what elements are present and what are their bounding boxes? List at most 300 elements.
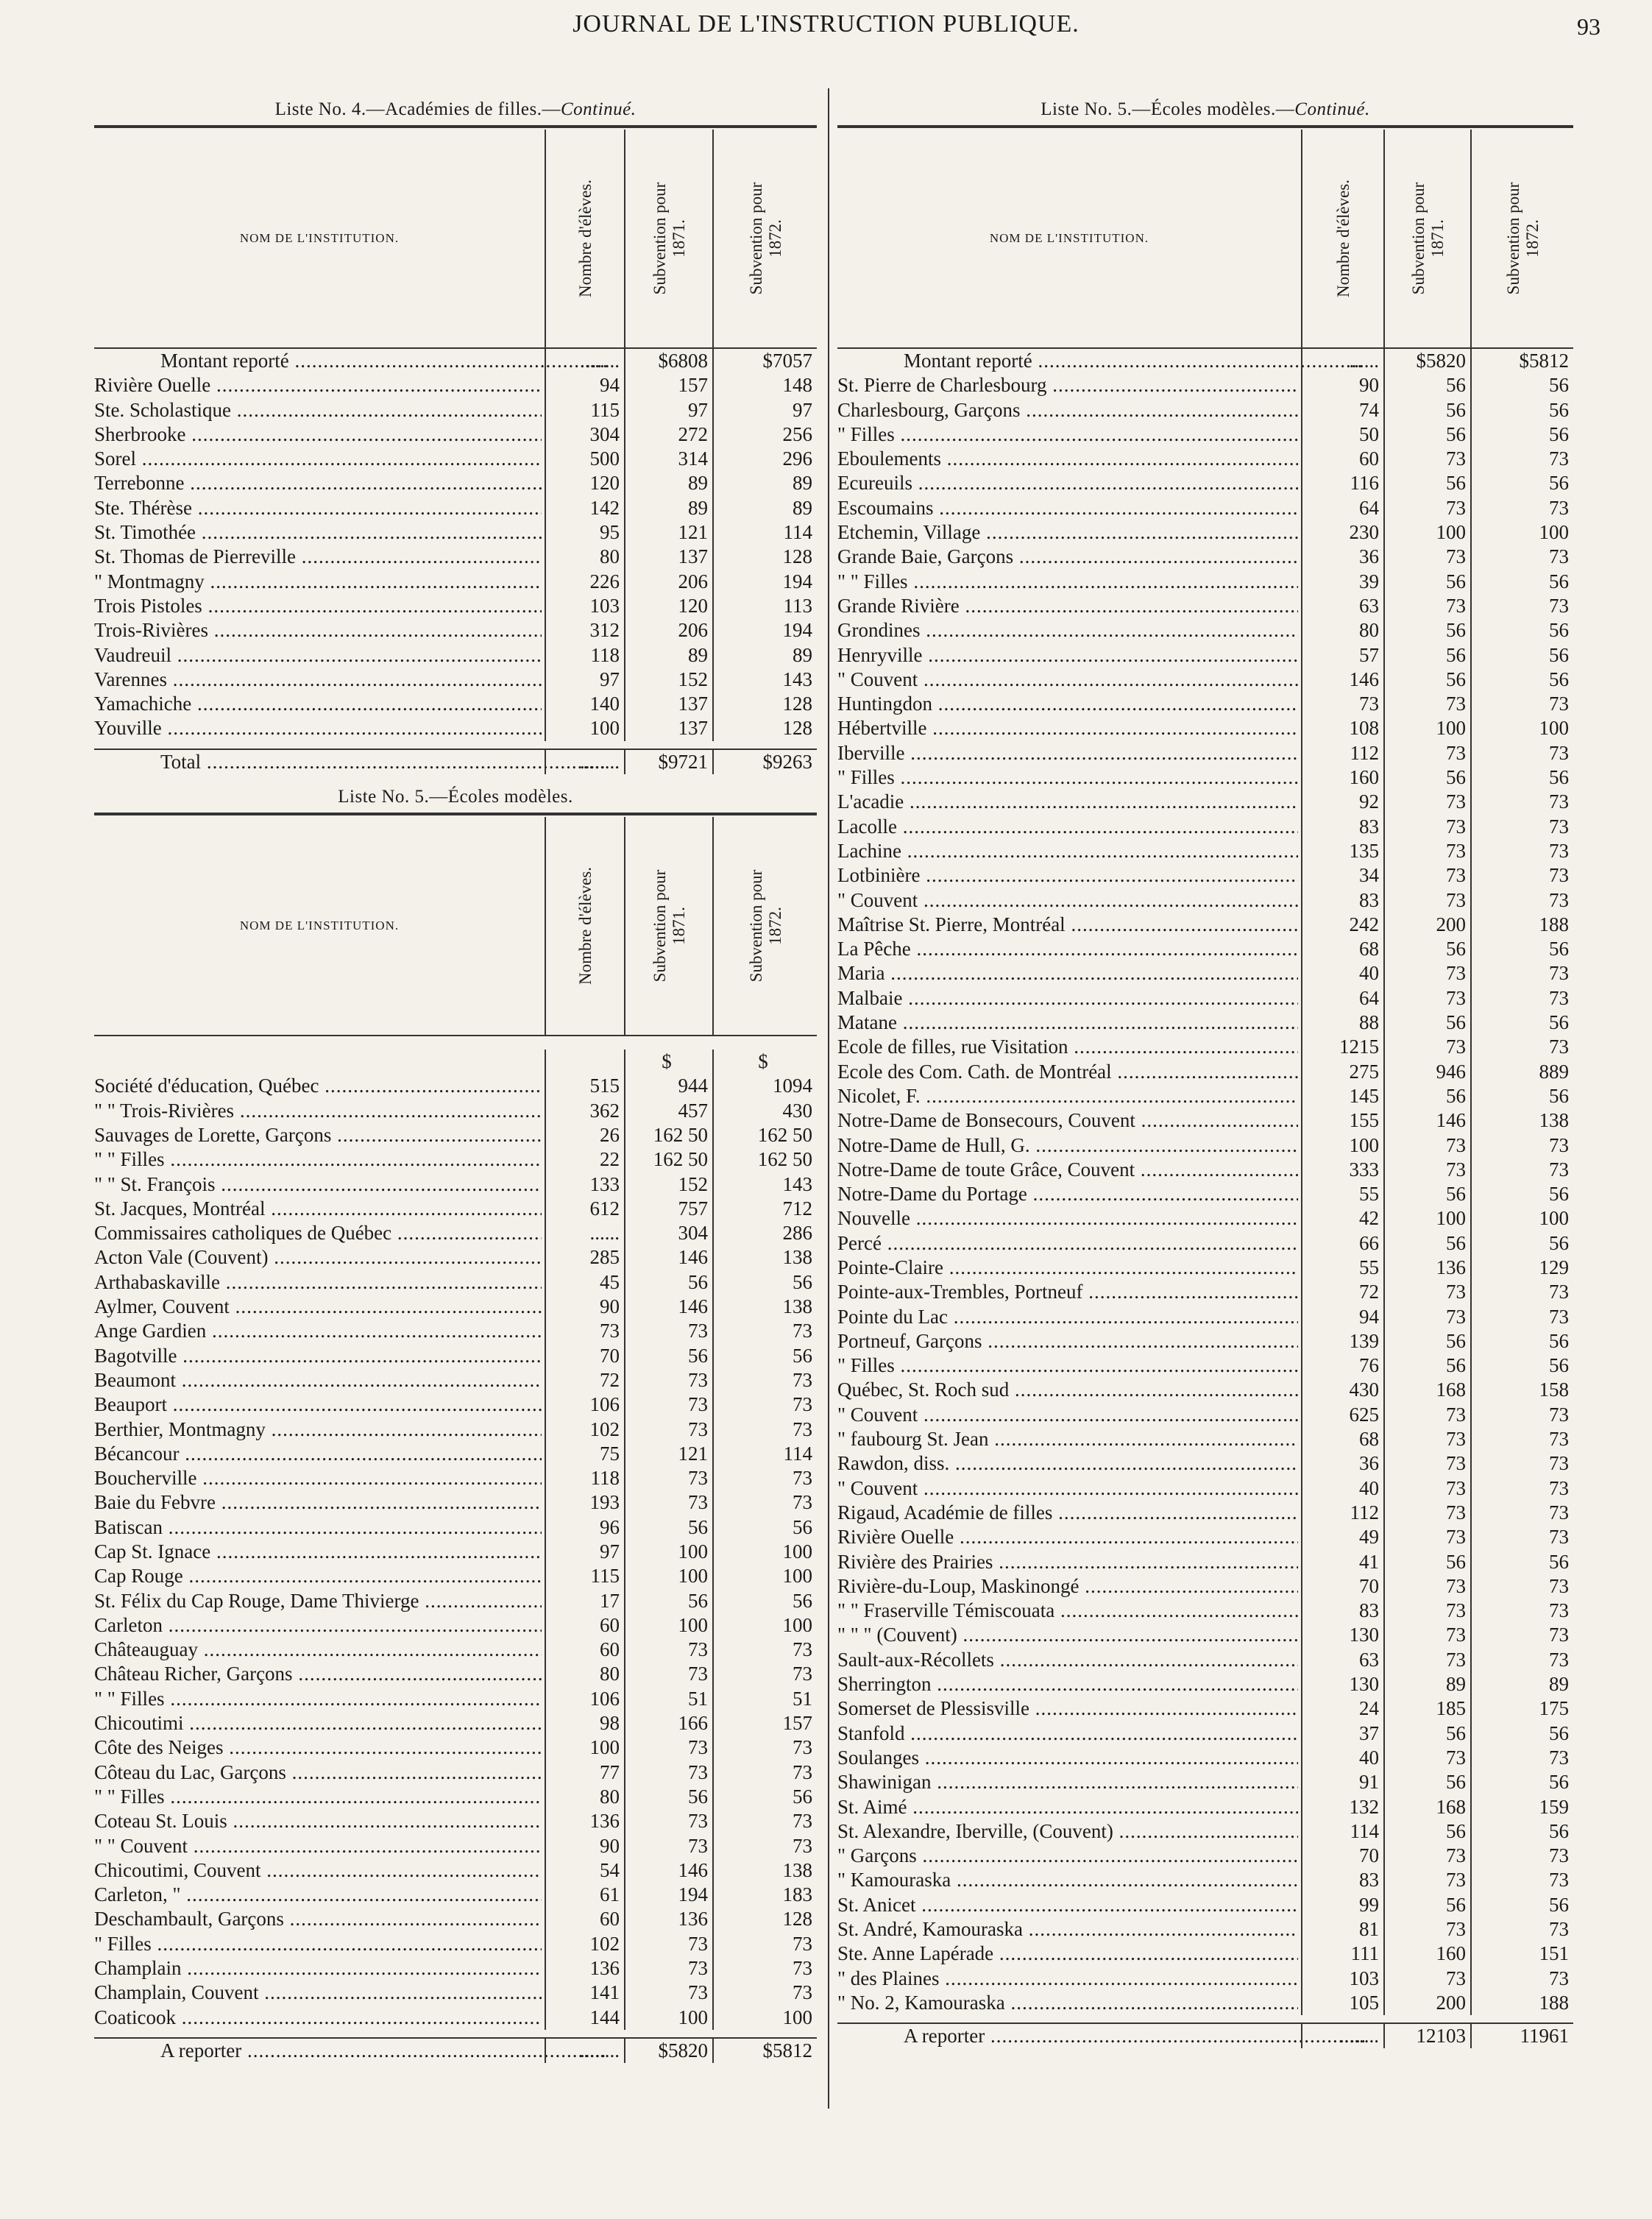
row-c1: 115 <box>545 1564 624 1588</box>
row-name: Youville ..... <box>94 716 542 740</box>
row-c1: 68 <box>1301 937 1383 961</box>
list5-title: Liste No. 5.—Écoles modèles. <box>338 787 573 807</box>
table-row <box>94 1760 817 1785</box>
row-c1: 90 <box>545 1834 624 1858</box>
row-c3: 73 <box>712 1932 817 1956</box>
row-c2: 89 <box>624 643 712 668</box>
row-name: Rivière-du-Loup, Maskinongé ..... <box>837 1574 1298 1599</box>
table-row <box>837 1746 1573 1770</box>
row-name: Malbaie ..... <box>837 986 1298 1011</box>
row-c3: 73 <box>1470 1501 1573 1525</box>
table-row <box>94 398 817 422</box>
row-c3: 194 <box>712 570 817 594</box>
row-c3: 73 <box>1470 741 1573 765</box>
row-c1: 36 <box>1301 545 1383 569</box>
row-c1: 130 <box>1301 1623 1383 1647</box>
total-row <box>94 2037 817 2063</box>
row-c2: 56 <box>1383 668 1470 692</box>
table-row <box>94 1589 817 1613</box>
row-c2: 73 <box>624 1809 712 1833</box>
row-name: Montant reporté ..... <box>94 349 608 373</box>
row-c1: 100 <box>1301 1133 1383 1158</box>
table-row <box>837 1011 1573 1035</box>
table-row <box>94 1221 817 1245</box>
row-c1: 97 <box>545 1540 624 1564</box>
row-c1: 145 <box>1301 1084 1383 1108</box>
column-header-col1 <box>545 817 625 1035</box>
table-row <box>94 594 817 618</box>
table-row <box>94 1564 817 1588</box>
table-row <box>94 1392 817 1417</box>
row-name: Terrebonne ..... <box>94 471 542 495</box>
row-c3: 73 <box>712 1809 817 1833</box>
row-c3: 430 <box>712 1099 817 1123</box>
row-c3: 73 <box>712 1466 817 1490</box>
row-c3: 73 <box>1470 1280 1573 1304</box>
table-row <box>837 863 1573 888</box>
row-c2: 73 <box>624 1735 712 1760</box>
row-c1: 144 <box>545 2006 624 2030</box>
row-name: " Garçons ..... <box>837 1844 1298 1868</box>
row-name: Beauport ..... <box>94 1392 542 1417</box>
row-c2: 51 <box>624 1687 712 1711</box>
row-c2: 73 <box>1383 692 1470 716</box>
row-c3: 89 <box>712 643 817 668</box>
row-name: Sherbrooke ..... <box>94 422 542 447</box>
row-c1: ...... <box>545 1221 624 1245</box>
row-c2: 100 <box>624 1540 712 1564</box>
row-c2: $5820 <box>1383 349 1470 373</box>
row-c3: 56 <box>1470 1819 1573 1844</box>
row-c1: 102 <box>545 1418 624 1442</box>
row-c1: 54 <box>545 1858 624 1883</box>
table-row <box>837 570 1573 594</box>
row-c2: 56 <box>1383 1893 1470 1917</box>
column-header-label: Subvention pour 1872. <box>747 869 784 983</box>
carried-forward-row <box>94 349 817 373</box>
row-c3: 143 <box>712 1172 817 1197</box>
row-c1: 333 <box>1301 1158 1383 1182</box>
row-c3: 56 <box>1470 1329 1573 1353</box>
row-c1: 26 <box>545 1123 624 1147</box>
row-c3: 113 <box>712 594 817 618</box>
row-c1: 100 <box>545 716 624 740</box>
table-row <box>837 1451 1573 1476</box>
row-c3: 73 <box>1470 839 1573 863</box>
row-c3: 73 <box>712 1319 817 1343</box>
row-name: " " Trois-Rivières ..... <box>94 1099 542 1123</box>
row-c1: 37 <box>1301 1721 1383 1746</box>
row-c2: 56 <box>1383 1011 1470 1035</box>
row-c3: 73 <box>1470 1305 1573 1329</box>
table-row <box>94 1147 817 1172</box>
row-c2: 73 <box>624 1418 712 1442</box>
row-c2: 73 <box>1383 1427 1470 1451</box>
row-c2: $6808 <box>624 349 712 373</box>
row-name: " " " (Couvent) ..... <box>837 1623 1298 1647</box>
row-c2: 157 <box>624 373 712 397</box>
row-c2: 73 <box>1383 1501 1470 1525</box>
row-c1: 515 <box>545 1074 624 1098</box>
column-header-col3 <box>1470 130 1575 347</box>
row-c3: $9263 <box>712 750 817 774</box>
row-name: Sault-aux-Récollets ..... <box>837 1648 1298 1672</box>
row-c3: 100 <box>712 1564 817 1588</box>
row-c1: 112 <box>1301 1501 1383 1525</box>
row-c3: 73 <box>1470 1525 1573 1549</box>
row-c1: 111 <box>1301 1942 1383 1966</box>
row-c3: 162 50 <box>712 1147 817 1172</box>
row-name: Henryville ..... <box>837 643 1298 668</box>
row-c1: 90 <box>545 1295 624 1319</box>
row-c3: 73 <box>712 1662 817 1686</box>
row-c3: 73 <box>1470 888 1573 913</box>
row-c3: 56 <box>712 1515 817 1540</box>
row-c1: 68 <box>1301 1427 1383 1451</box>
row-name: Côteau du Lac, Garçons ..... <box>94 1760 542 1785</box>
row-c2: 73 <box>1383 815 1470 839</box>
row-c3: 100 <box>1470 520 1573 545</box>
row-c3: 73 <box>1470 447 1573 471</box>
row-c3: 73 <box>1470 790 1573 814</box>
row-c3: 157 <box>712 1711 817 1735</box>
table-row <box>837 422 1573 447</box>
column-header-col3 <box>712 130 818 347</box>
row-name: " " Couvent ..... <box>94 1834 542 1858</box>
row-c3: 296 <box>712 447 817 471</box>
table-row <box>837 1819 1573 1844</box>
row-c3: 73 <box>1470 692 1573 716</box>
table-row <box>837 1942 1573 1966</box>
table-row <box>94 1490 817 1515</box>
row-c3: 73 <box>1470 545 1573 569</box>
row-c3: 73 <box>712 1392 817 1417</box>
row-name: Québec, St. Roch sud ..... <box>837 1378 1298 1402</box>
row-c1: 99 <box>1301 1893 1383 1917</box>
row-c1: 141 <box>545 1981 624 2005</box>
row-c3: 56 <box>1470 668 1573 692</box>
row-c3: 56 <box>1470 422 1573 447</box>
table-row <box>94 716 817 740</box>
column-header-col2 <box>1383 130 1472 347</box>
row-c2: 162 50 <box>624 1147 712 1172</box>
row-c2: 185 <box>1383 1696 1470 1721</box>
table-row <box>94 471 817 495</box>
row-name: Grande Baie, Garçons ..... <box>837 545 1298 569</box>
table-row <box>837 1917 1573 1942</box>
table-row <box>837 1329 1573 1353</box>
row-c1: 130 <box>1301 1672 1383 1696</box>
row-c1: 75 <box>545 1442 624 1466</box>
row-c1: 17 <box>545 1589 624 1613</box>
row-name: Notre-Dame de Bonsecours, Couvent ..... <box>837 1108 1298 1133</box>
column-header-label: Subvention pour 1872. <box>1504 182 1542 295</box>
row-c1: 40 <box>1301 1476 1383 1501</box>
row-c1: ........ <box>545 2039 624 2063</box>
table-row <box>837 496 1573 520</box>
row-name: " Filles ..... <box>837 1353 1298 1378</box>
row-c2: 89 <box>624 496 712 520</box>
column-header-col1 <box>545 130 625 347</box>
row-name: Sorel ..... <box>94 447 542 471</box>
row-c1: 100 <box>545 1735 624 1760</box>
row-c1: 98 <box>545 1711 624 1735</box>
row-c1: 60 <box>1301 447 1383 471</box>
row-name: Escoumains ..... <box>837 496 1298 520</box>
table-row <box>94 1735 817 1760</box>
row-name: Lotbinière ..... <box>837 863 1298 888</box>
row-c3: 286 <box>712 1221 817 1245</box>
table-row <box>837 1672 1573 1696</box>
row-c1: 74 <box>1301 398 1383 422</box>
row-name: St. Jacques, Montréal ..... <box>94 1197 542 1221</box>
row-c3: 73 <box>1470 1403 1573 1427</box>
table-row <box>94 1197 817 1221</box>
row-name: " No. 2, Kamouraska ..... <box>837 1991 1298 2015</box>
row-name: " Couvent ..... <box>837 1403 1298 1427</box>
row-name: Yamachiche ..... <box>94 692 542 716</box>
table-row <box>94 1932 817 1956</box>
row-c2: 152 <box>624 668 712 692</box>
row-c3: 100 <box>712 1540 817 1564</box>
row-c2: 944 <box>624 1074 712 1098</box>
row-c2: 200 <box>1383 1991 1470 2015</box>
table-row <box>837 1476 1573 1501</box>
row-c1: 60 <box>545 1638 624 1662</box>
table-row <box>94 2006 817 2030</box>
row-c2: 73 <box>1383 1574 1470 1599</box>
row-c2: 56 <box>1383 471 1470 495</box>
row-c1: 97 <box>545 668 624 692</box>
column-header-label: Subvention pour 1871. <box>1409 182 1447 295</box>
row-c3: 73 <box>1470 1158 1573 1182</box>
row-c2: 56 <box>1383 1231 1470 1256</box>
row-c3: 128 <box>712 692 817 716</box>
row-name: " " Filles ..... <box>837 570 1298 594</box>
row-name: Boucherville ..... <box>94 1466 542 1490</box>
row-c1: 155 <box>1301 1108 1383 1133</box>
row-name: " Kamouraska ..... <box>837 1868 1298 1892</box>
table-row <box>94 1295 817 1319</box>
table-row <box>94 618 817 643</box>
table-row <box>94 1981 817 2005</box>
row-name: Hébertville ..... <box>837 716 1298 740</box>
row-c3: 128 <box>712 1907 817 1931</box>
row-c2: 757 <box>624 1197 712 1221</box>
row-c2: 73 <box>1383 1158 1470 1182</box>
row-c1: 106 <box>545 1392 624 1417</box>
row-c3: 73 <box>1470 863 1573 888</box>
row-c3: 143 <box>712 668 817 692</box>
row-c3: 100 <box>1470 716 1573 740</box>
list5-table <box>94 817 817 2063</box>
row-c2: 121 <box>624 1442 712 1466</box>
total-row <box>837 2022 1573 2048</box>
row-c1: 76 <box>1301 1353 1383 1378</box>
total-row <box>94 748 817 774</box>
row-c3: 56 <box>712 1589 817 1613</box>
row-c1: 116 <box>1301 471 1383 495</box>
row-c3: 56 <box>1470 1353 1573 1378</box>
row-name: Shawinigan ..... <box>837 1770 1298 1794</box>
row-c3: 56 <box>1470 1231 1573 1256</box>
row-c2: 73 <box>1383 986 1470 1011</box>
table-row <box>837 471 1573 495</box>
list5-continued-title: Liste No. 5.—Écoles modèles.—Continué. <box>1041 99 1370 119</box>
row-c2: 73 <box>1383 790 1470 814</box>
row-c1: 1215 <box>1301 1035 1383 1059</box>
row-c1: 49 <box>1301 1525 1383 1549</box>
table-row <box>94 1883 817 1907</box>
row-name: Coteau St. Louis ..... <box>94 1809 542 1833</box>
table-row <box>837 1501 1573 1525</box>
table-row <box>94 668 817 692</box>
row-c2: 146 <box>1383 1108 1470 1133</box>
table-row <box>94 373 817 397</box>
row-c2: 56 <box>1383 1353 1470 1378</box>
row-c1: 55 <box>1301 1182 1383 1206</box>
table-row <box>94 1956 817 1981</box>
row-name: Cap St. Ignace ..... <box>94 1540 542 1564</box>
row-name: Bécancour ..... <box>94 1442 542 1466</box>
row-c1: 140 <box>545 692 624 716</box>
row-name: Stanfold ..... <box>837 1721 1298 1746</box>
row-name: Iberville ..... <box>837 741 1298 765</box>
row-c1: 362 <box>545 1099 624 1123</box>
table-row <box>837 1550 1573 1574</box>
table-row <box>94 692 817 716</box>
row-c3: 100 <box>712 2006 817 2030</box>
row-c2: 56 <box>624 1589 712 1613</box>
table-row <box>837 913 1573 937</box>
row-name: St. Alexandre, Iberville, (Couvent) ..... <box>837 1819 1298 1844</box>
row-c1: 61 <box>545 1883 624 1907</box>
table-row <box>94 1809 817 1833</box>
row-c2: 73 <box>1383 961 1470 985</box>
row-c1: 80 <box>545 545 624 569</box>
row-name: Nicolet, F. ..... <box>837 1084 1298 1108</box>
table-row <box>837 815 1573 839</box>
row-name: " Filles ..... <box>837 765 1298 790</box>
row-c2: 73 <box>624 1368 712 1392</box>
journal-title: JOURNAL DE L'INSTRUCTION PUBLIQUE. <box>572 10 1080 38</box>
row-name: Notre-Dame de toute Grâce, Couvent ..... <box>837 1158 1298 1182</box>
row-c1: 193 <box>545 1490 624 1515</box>
row-name: Champlain ..... <box>94 1956 542 1981</box>
table-row <box>94 1442 817 1466</box>
table-row <box>94 1270 817 1295</box>
table-row <box>94 1662 817 1686</box>
row-name: " " St. François ..... <box>94 1172 542 1197</box>
row-name: Carleton, " ..... <box>94 1883 542 1907</box>
row-name: Ste. Anne Lapérade ..... <box>837 1942 1298 1966</box>
row-c3: 100 <box>712 1613 817 1638</box>
row-c2: $ <box>624 1050 712 1074</box>
row-c2: 100 <box>624 2006 712 2030</box>
row-name: Rivière des Prairies ..... <box>837 1550 1298 1574</box>
row-c2: 136 <box>624 1907 712 1931</box>
left-column <box>94 94 817 2063</box>
row-name: " " Fraserville Témiscouata ..... <box>837 1599 1298 1623</box>
row-c2: 56 <box>1383 618 1470 643</box>
row-c1: 118 <box>545 1466 624 1490</box>
row-c3: 889 <box>1470 1060 1573 1084</box>
table-header <box>94 130 817 349</box>
row-c2: 137 <box>624 545 712 569</box>
row-c2: 73 <box>1383 1133 1470 1158</box>
row-c3: 73 <box>712 1735 817 1760</box>
row-c2: 56 <box>624 1515 712 1540</box>
row-c3: 73 <box>712 1760 817 1785</box>
row-c1: 275 <box>1301 1060 1383 1084</box>
row-name: Notre-Dame du Portage ..... <box>837 1182 1298 1206</box>
row-c3: 97 <box>712 398 817 422</box>
row-name: Beaumont ..... <box>94 1368 542 1392</box>
row-name: St. André, Kamouraska ..... <box>837 1917 1298 1942</box>
row-name: " des Plaines ..... <box>837 1967 1298 1991</box>
table-row <box>94 496 817 520</box>
row-name: " " Filles ..... <box>94 1785 542 1809</box>
row-c2: 73 <box>624 1932 712 1956</box>
row-name: Berthier, Montmagny ..... <box>94 1418 542 1442</box>
row-c1: 500 <box>545 447 624 471</box>
row-c1: 146 <box>1301 668 1383 692</box>
row-name: St. Thomas de Pierreville ..... <box>94 545 542 569</box>
row-c1: 103 <box>1301 1967 1383 1991</box>
row-c1: 64 <box>1301 986 1383 1011</box>
row-c1: 139 <box>1301 1329 1383 1353</box>
table-row <box>837 1770 1573 1794</box>
row-c3: 73 <box>1470 1599 1573 1623</box>
table-row <box>837 1231 1573 1256</box>
row-c2: 73 <box>1383 1844 1470 1868</box>
row-c3: 158 <box>1470 1378 1573 1402</box>
row-c3: 128 <box>712 545 817 569</box>
row-c2: 56 <box>1383 1550 1470 1574</box>
row-c1: 39 <box>1301 570 1383 594</box>
table-row <box>837 668 1573 692</box>
row-c3: 73 <box>712 1981 817 2005</box>
row-name: " Couvent ..... <box>837 1476 1298 1501</box>
table-row <box>837 594 1573 618</box>
row-c1: 40 <box>1301 961 1383 985</box>
row-c3: $7057 <box>712 349 817 373</box>
row-name: St. Anicet ..... <box>837 1893 1298 1917</box>
row-c3: 73 <box>1470 1451 1573 1476</box>
row-c2: 146 <box>624 1858 712 1883</box>
row-name: Ecole de filles, rue Visitation ..... <box>837 1035 1298 1059</box>
row-c2: 146 <box>624 1245 712 1270</box>
row-c2: 100 <box>1383 520 1470 545</box>
table-row <box>94 545 817 569</box>
row-c1: 34 <box>1301 863 1383 888</box>
row-c2: 206 <box>624 618 712 643</box>
row-name: Coaticook ..... <box>94 2006 542 2030</box>
row-c3: 73 <box>1470 1967 1573 1991</box>
table-row <box>837 1893 1573 1917</box>
row-c3: 712 <box>712 1197 817 1221</box>
row-c2: 56 <box>1383 643 1470 668</box>
row-c1: 57 <box>1301 643 1383 668</box>
title-rule <box>94 813 817 815</box>
row-c2: 194 <box>624 1883 712 1907</box>
row-c2: 73 <box>624 1638 712 1662</box>
row-c3: $5812 <box>1470 349 1573 373</box>
row-name: " Couvent ..... <box>837 888 1298 913</box>
row-c1: ........ <box>545 349 624 373</box>
table-row <box>94 1638 817 1662</box>
row-c2: 56 <box>624 1785 712 1809</box>
